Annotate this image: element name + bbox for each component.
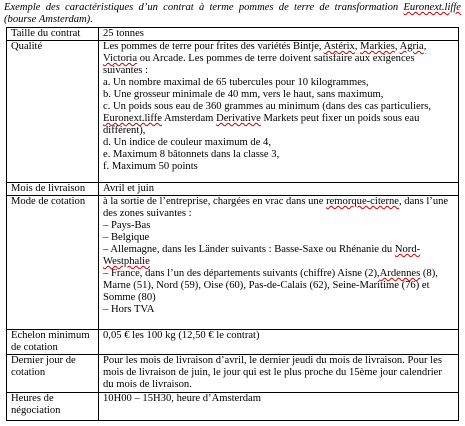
row-label-heures: Heures de négociation [7,393,99,421]
cotation-intro: à la sortie de l’entreprise, chargées en vrac dans une remorque-citerne, dans l’une des zones suivantes : [103,196,449,219]
row-value-echelon: 0,05 € les 100 kg (12,50 € le contrat) [99,330,459,355]
table-row [7,41,459,183]
table-row [7,28,459,41]
cotation-zone-pays-bas: – Pays-Bas [103,220,151,231]
row-label-mois: Mois de livraison [7,183,99,196]
table-row [7,393,459,421]
caption-text: Exemple des caractéristiques d’un contrat à terme pommes de terre de transformation [4,2,404,13]
row-value-cotation [99,196,459,330]
qualite-item-c: c. Un poids sous eau de 360 grammes au minimum (dans des cas particuliers, Euronext.liffe Amsterdam Derivative Markets peut fixer un poids sous eau différent), [103,101,432,136]
row-value-heures: 10H00 – 15H30, heure d’Amsterdam [99,393,459,421]
table-row [7,196,459,330]
cotation-hors-tva: – Hors TVA [103,304,155,315]
row-value-taille: 25 tonnes [99,28,459,41]
table-caption [4,2,461,26]
qualite-intro: Les pommes de terre pour frites des variétés Bintje, Astérix, Markies, Agria, Victoria ou Arcade. Les pommes de terre doivent satisfaire aux exigences suivantes : [103,41,427,76]
caption-euronext: Euronext.liffe [403,2,461,13]
qualite-item-f: f. Maximum 50 points [103,161,198,172]
row-value-qualite [99,41,459,183]
row-label-qualite: Qualité [7,41,99,183]
qualite-item-a: a. Un nombre maximal de 65 tubercules pour 10 kilogrammes, [103,77,369,88]
qualite-item-e: e. Maximum 8 bâtonnets dans la classe 3, [103,149,280,160]
table-row [7,330,459,355]
row-label-taille: Taille du contrat [7,28,99,41]
qualite-item-b: b. Une grosseur minimale de 40 mm, vers le haut, sans maximum, [103,89,384,100]
contract-spec-table [6,27,459,421]
row-label-echelon: Echelon minimum de cotation [7,330,99,355]
row-label-dernier: Dernier jour de cotation [7,355,99,393]
row-value-mois: Avril et juin [99,183,459,196]
table-row [7,355,459,393]
caption-text-end: (bourse Amsterdam). [4,14,93,25]
cotation-zone-belgique: – Belgique [103,232,150,243]
cotation-zone-allemagne: – Allemagne, dans les Länder suivants : Basse-Saxe ou Rhénanie du Nord-Westphalie [103,244,421,267]
cotation-zone-france: – France, dans l’un des départements suivants (chiffre) Aisne (2),Ardennes (8), Marne (51), Nord (59), Oise (60), Pas-de-Calais (62), Seine-Maritime (76) et Somme (80) [103,268,438,303]
row-value-dernier: Pour les mois de livraison d’avril, le dernier jeudi du mois de livraison. Pour les mois de livraison de juin, le jour qui est le plus proche du 15ème jour calendrier du mois de livraison. [99,355,459,393]
table-row [7,183,459,196]
qualite-item-d: d. Un indice de couleur maximum de 4, [103,137,271,148]
row-label-cotation: Mode de cotation [7,196,99,330]
